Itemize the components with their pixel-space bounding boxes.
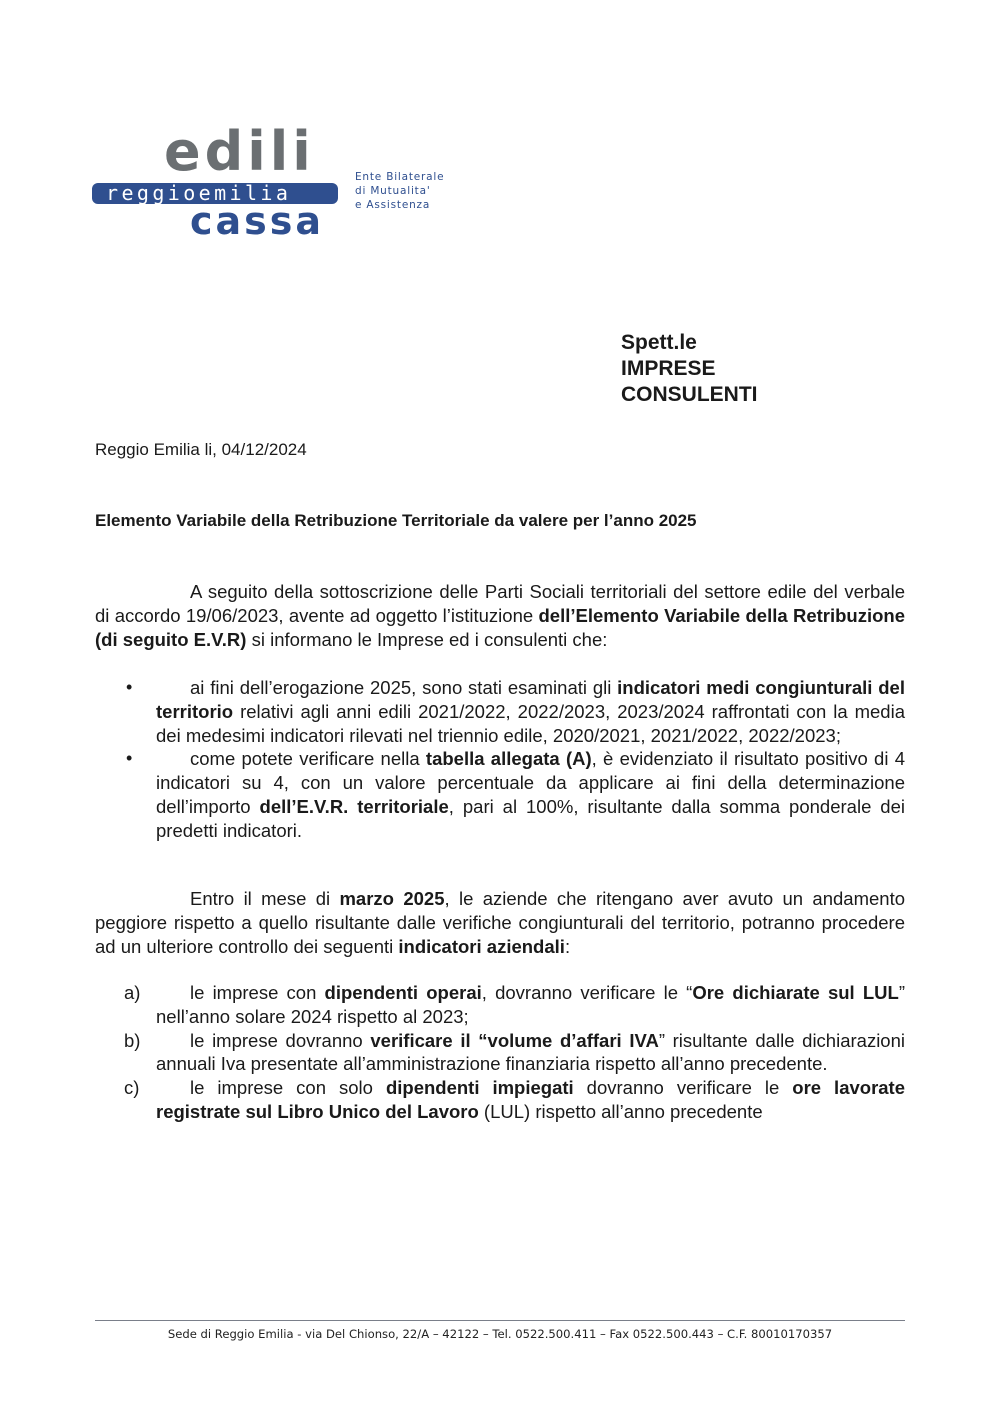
list-item bbox=[95, 1076, 905, 1124]
list-item bbox=[95, 676, 905, 747]
text-run: le imprese dovranno bbox=[190, 1029, 371, 1051]
list-marker: c) bbox=[124, 1077, 140, 1099]
bullet-icon: • bbox=[126, 677, 133, 697]
footer-address: Sede di Reggio Emilia - via Del Chionso, 22/A – 42122 – Tel. 0522.500.411 – Fax 0522.500.443 – C.F. 80010170357 bbox=[167, 1327, 833, 1341]
bold-run: Ore dichiarate sul LUL bbox=[692, 982, 899, 1003]
list-item bbox=[95, 981, 905, 1029]
bold-run: verificare il “volume d’affari IVA bbox=[370, 1029, 659, 1051]
bold-run: marzo 2025 bbox=[339, 888, 445, 909]
text-run: Entro il mese di bbox=[190, 888, 340, 909]
deadline-paragraph bbox=[95, 887, 905, 958]
text-run: A seguito della sottoscrizione delle Parti Sociali territoriali del settore edile del verbale di accordo 19/06/2023, avente ad oggetto l’istituzione bbox=[95, 581, 905, 626]
place-date: Reggio Emilia li, 04/12/2024 bbox=[95, 440, 307, 459]
list-marker: a) bbox=[124, 982, 141, 1003]
bold-run: dell’Elemento Variabile della Retribuzione (di seguito E.V.R) bbox=[95, 604, 905, 650]
bold-run: dell’E.V.R. territoriale bbox=[259, 795, 449, 817]
bold-run: dipendenti impiegati bbox=[385, 1077, 574, 1099]
text-run: le imprese con bbox=[190, 982, 325, 1003]
text-run: come potete verificare nella bbox=[190, 748, 426, 770]
list-item bbox=[95, 747, 905, 842]
logo-tagline-line: Ente Bilaterale bbox=[355, 171, 445, 183]
text-run: relativi agli anni edili 2021/2022, 2022/2023, 2023/2024 raffrontati con la media dei medesimi indicatori rilevati nel triennio edile, 2020/2021, 2021/2022, 2022/2023; bbox=[156, 700, 905, 746]
text-run: , le aziende che ritengano aver avuto un andamento peggiore rispetto a quello risultante dalle verifiche congiunturali del territorio, potranno procedere ad un ulteriore controllo dei seguenti bbox=[95, 888, 905, 957]
bullet-icon: • bbox=[126, 748, 133, 769]
text-run: ” risultante dalle dichiarazioni annuali Iva presentate all’amministrazione finanziaria rispetto all’anno precedente. bbox=[156, 1029, 905, 1075]
list-item bbox=[95, 1029, 905, 1077]
addressee-line: IMPRESE bbox=[621, 357, 716, 380]
text-run: : bbox=[564, 935, 571, 957]
text-run: si informano le Imprese ed i consulenti che: bbox=[246, 628, 608, 650]
text-run: dovranno verificare le bbox=[573, 1077, 793, 1099]
lettered-list bbox=[95, 981, 905, 1124]
logo-tagline-line: di Mutualita' bbox=[355, 185, 431, 197]
text-run: le imprese con solo bbox=[190, 1077, 386, 1099]
addressee-line: CONSULENTI bbox=[621, 383, 758, 406]
text-run: ai fini dell’erogazione 2025, sono stati esaminati gli bbox=[190, 677, 618, 698]
text-run: , è evidenziato il risultato positivo di 4 indicatori su 4, con un valore percentuale da applicare ai fini della determinazione dell’importo bbox=[156, 748, 905, 817]
footer-divider bbox=[95, 1320, 905, 1321]
bullet-list bbox=[95, 676, 905, 843]
text-run: ” nell’anno solare 2024 rispetto al 2023; bbox=[156, 982, 905, 1027]
bold-run: indicatori medi congiunturali del territorio bbox=[156, 677, 905, 722]
addressee-block bbox=[621, 330, 758, 408]
logo-word-reggioemilia: reggioemilia bbox=[106, 181, 292, 205]
text-run: (LUL) rispetto all’anno precedente bbox=[478, 1100, 763, 1122]
logo-word-edili: edili bbox=[164, 128, 315, 183]
bold-run: ore lavorate registrate sul Libro Unico del Lavoro bbox=[156, 1077, 906, 1122]
intro-paragraph bbox=[95, 580, 905, 651]
bold-run: tabella allegata (A) bbox=[425, 748, 592, 770]
text-run: , dovranno verificare le “ bbox=[481, 982, 693, 1003]
logo-tagline bbox=[355, 170, 444, 212]
letter-subject: Elemento Variabile della Retribuzione Territoriale da valere per l’anno 2025 bbox=[95, 511, 697, 530]
list-marker: b) bbox=[124, 1029, 141, 1051]
addressee-line: Spett.le bbox=[621, 331, 697, 354]
text-run: , pari al 100%, risultante dalla somma ponderale dei predetti indicatori. bbox=[156, 795, 905, 841]
bold-run: dipendenti operai bbox=[324, 982, 482, 1003]
bold-run: indicatori aziendali bbox=[398, 935, 565, 957]
logo-word-cassa: cassa bbox=[190, 199, 325, 243]
logo-tagline-line: e Assistenza bbox=[355, 199, 431, 211]
